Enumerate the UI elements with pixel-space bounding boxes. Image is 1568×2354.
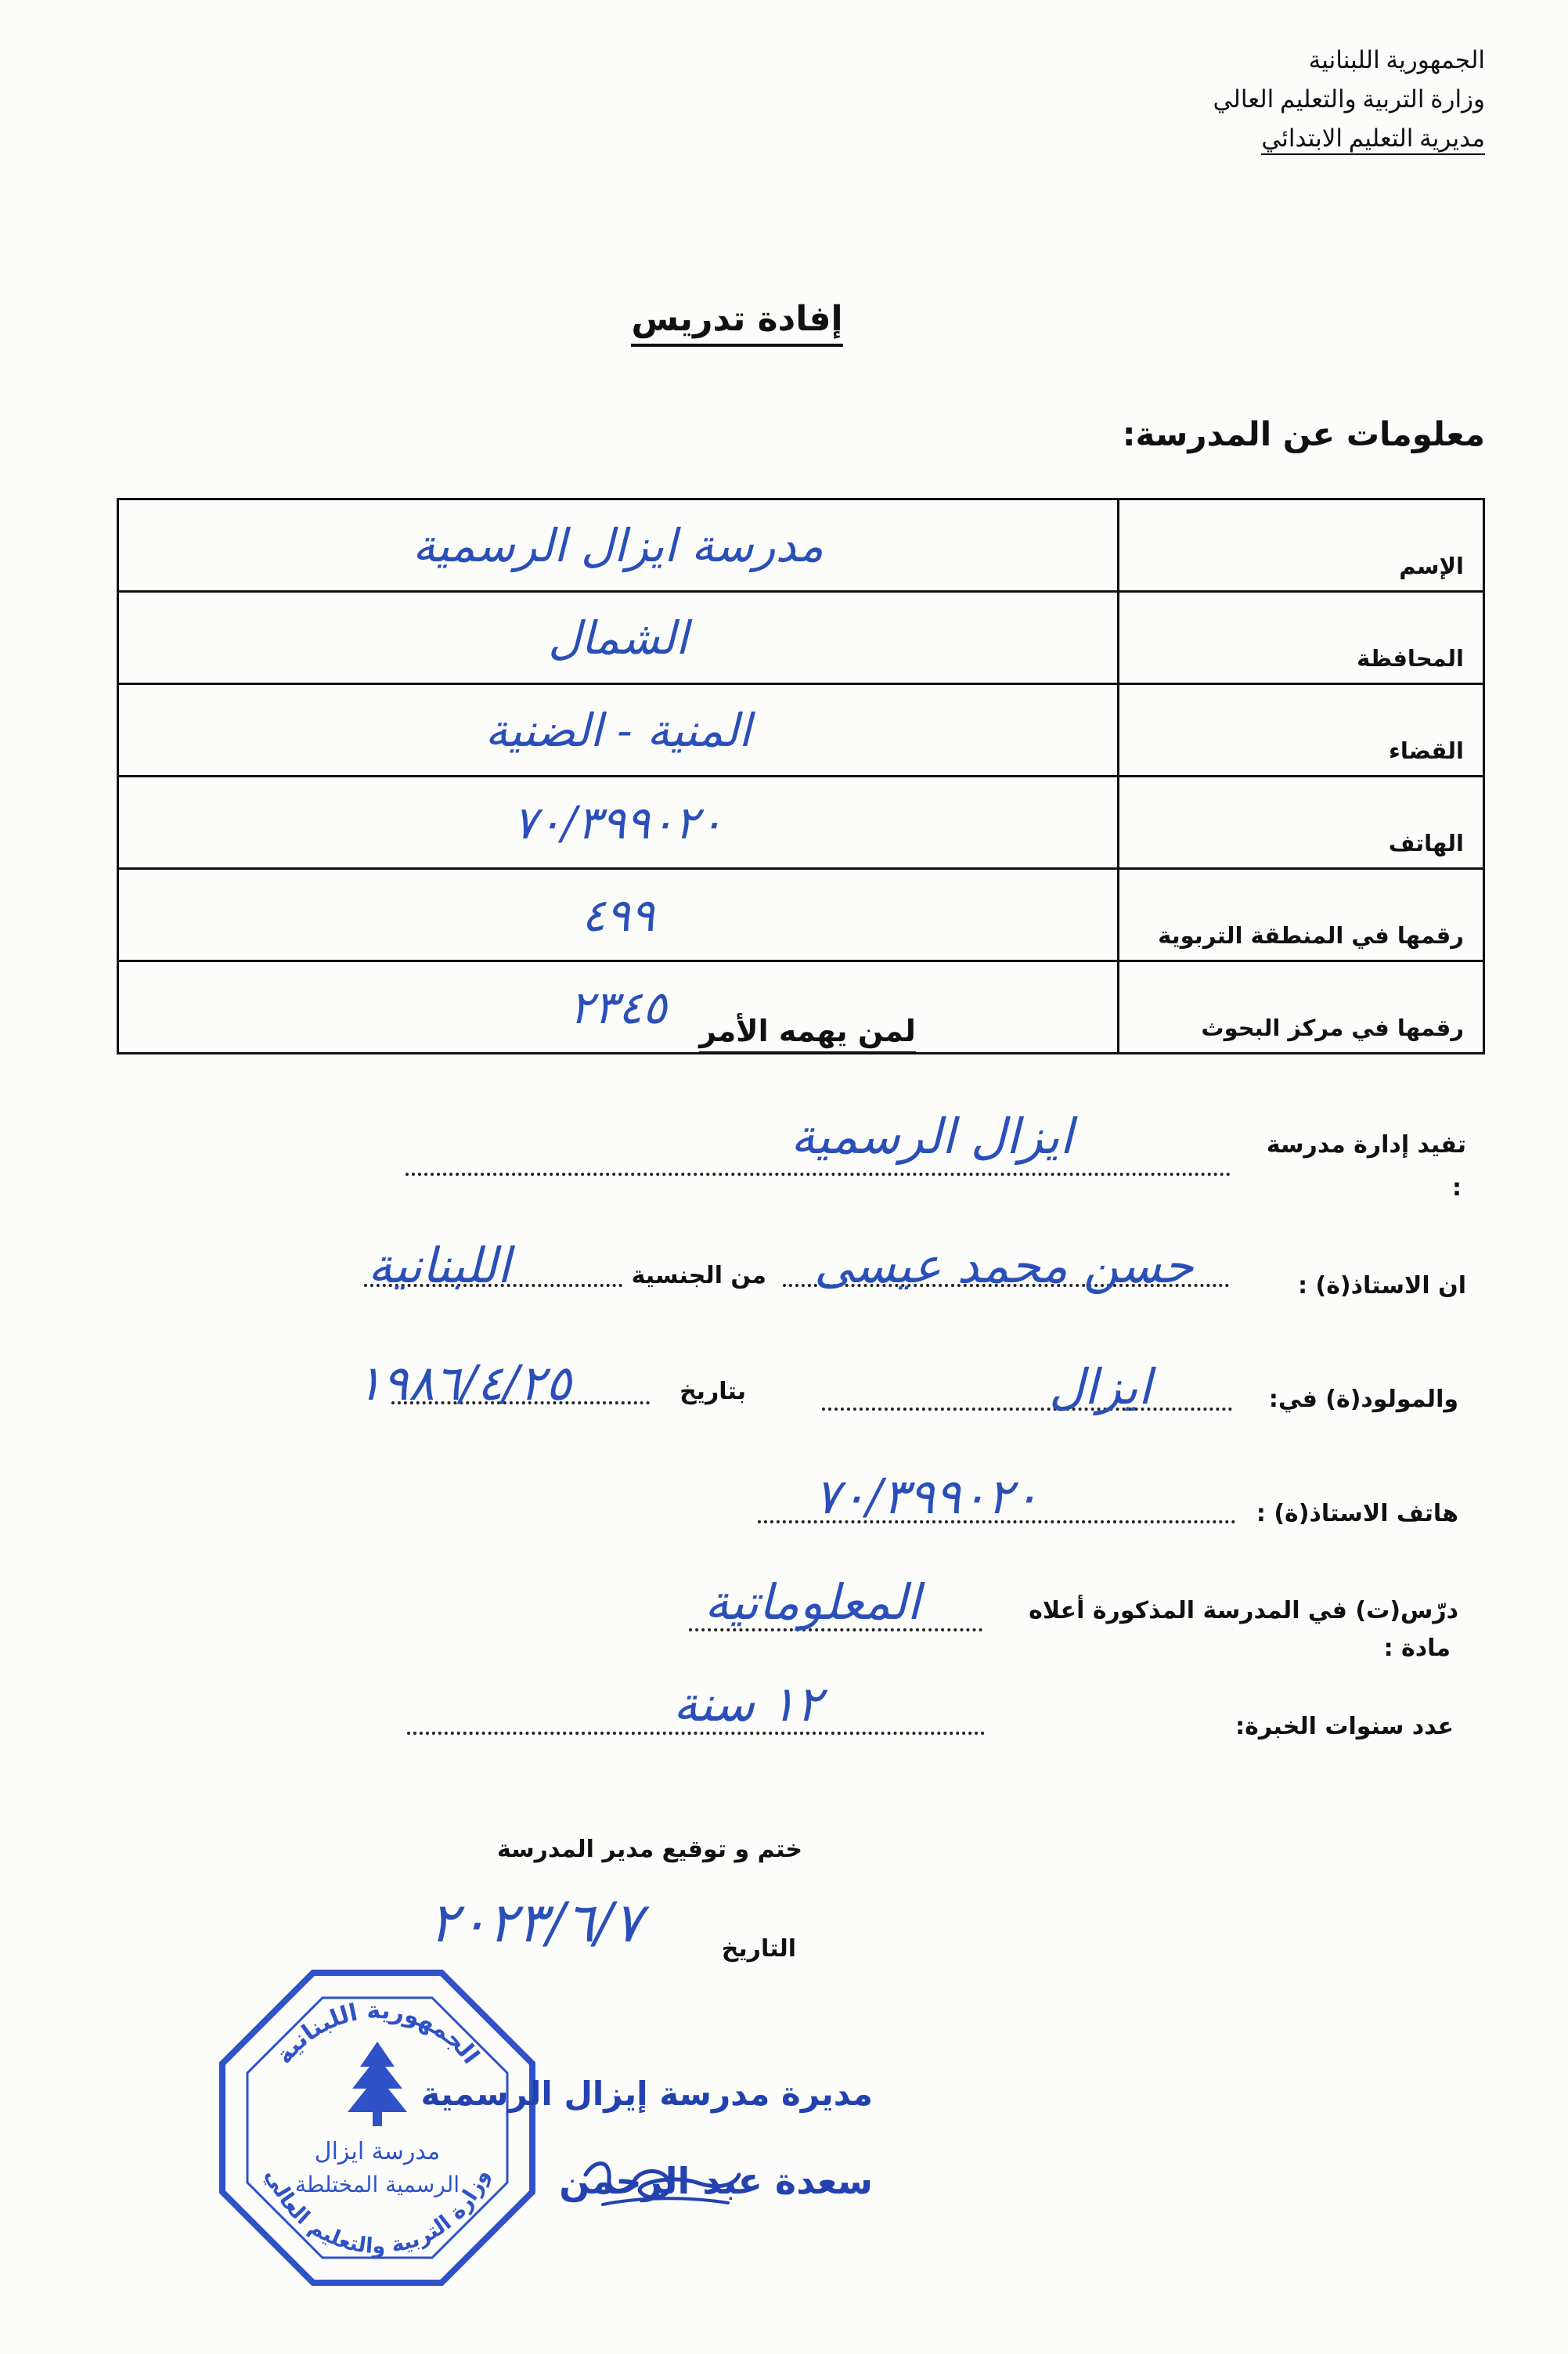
header-directorate: مديرية التعليم الابتدائي bbox=[1261, 124, 1485, 155]
row-label: الهاتف bbox=[1119, 777, 1484, 869]
table-row bbox=[118, 869, 1484, 961]
admin-label: تفيد إدارة مدرسة bbox=[1266, 1131, 1466, 1159]
row-label: المحافظة bbox=[1119, 592, 1484, 684]
table-row bbox=[118, 684, 1484, 777]
subject-value: المعلوماتية bbox=[705, 1574, 921, 1631]
document-title: إفادة تدريس bbox=[631, 299, 842, 347]
admin-colon: : bbox=[1452, 1174, 1462, 1202]
table-row bbox=[118, 499, 1484, 592]
row-label: الإسم bbox=[1119, 499, 1484, 592]
school-info-table bbox=[117, 498, 1485, 1054]
stamp-signature-label: ختم و توقيع مدير المدرسة bbox=[496, 1836, 802, 1863]
row-value: ٤٩٩ bbox=[118, 869, 1119, 961]
row-label: رقمها في مركز البحوث bbox=[1119, 961, 1484, 1054]
subject-label: مادة : bbox=[1383, 1635, 1451, 1662]
admin-value: ايزال الرسمية bbox=[791, 1108, 1073, 1165]
row-value: المنية - الضنية bbox=[118, 684, 1119, 777]
row-label: رقمها في المنطقة التربوية bbox=[1119, 869, 1484, 961]
row-value: ٧٠/٣٩٩٠٢٠ bbox=[118, 777, 1119, 869]
to-whom-title: لمن يهمه الأمر bbox=[699, 1014, 916, 1054]
header-republic: الجمهورية اللبنانية bbox=[1308, 46, 1485, 74]
nationality-label: من الجنسية bbox=[631, 1262, 766, 1289]
row-value: الشمال bbox=[118, 592, 1119, 684]
director-title: مديرة مدرسة إيزال الرسمية bbox=[420, 2075, 873, 2113]
row-value: مدرسة ايزال الرسمية bbox=[118, 499, 1119, 592]
teacher-label: ان الاستاذ(ة) : bbox=[1298, 1272, 1466, 1300]
footer-date-value: ٢٠٢٣/٦/٧ bbox=[429, 1891, 643, 1955]
born-label: والمولود(ة) في: bbox=[1268, 1386, 1458, 1413]
to-whom-row bbox=[0, 1014, 1568, 1048]
date-label: بتاريخ bbox=[679, 1378, 746, 1405]
footer-date-label: التاريخ bbox=[721, 1935, 796, 1963]
stamp-center-line2: الرسمية المختلطة bbox=[294, 2172, 460, 2197]
born-place: ايزال bbox=[1049, 1358, 1152, 1415]
director-signature bbox=[579, 2151, 744, 2222]
cedar-icon bbox=[348, 2042, 407, 2126]
taught-label: درّس(ت) في المدرسة المذكورة أعلاه bbox=[1029, 1597, 1458, 1624]
born-date: ١٩٨٦/٤/٢٥ bbox=[356, 1354, 571, 1411]
header-ministry: وزارة التربية والتعليم العالي bbox=[1213, 85, 1485, 113]
nationality-value: اللبنانية bbox=[368, 1237, 511, 1294]
row-value: ٢٣٤٥ bbox=[118, 961, 1119, 1054]
table-row bbox=[118, 592, 1484, 684]
phone-value: ٧٠/٣٩٩٠٢٠ bbox=[814, 1468, 1040, 1525]
born-place-dotted-line bbox=[822, 1408, 1232, 1411]
stamp-center-line1: مدرسة ايزال bbox=[314, 2138, 441, 2165]
ministry-header bbox=[1213, 41, 1485, 158]
years-value: ١٢ سنة bbox=[673, 1675, 823, 1732]
stamp-arc-bottom: وزارة التربية والتعليم العالي bbox=[260, 2165, 494, 2259]
school-section-title: معلومات عن المدرسة: bbox=[1122, 415, 1485, 453]
stamp-arc-top: الجمهورية اللبنانية bbox=[270, 1996, 485, 2070]
phone-label: هاتف الاستاذ(ة) : bbox=[1256, 1500, 1458, 1527]
row-label: القضاء bbox=[1119, 684, 1484, 777]
director-name: سعدة عبد الرحمن bbox=[559, 2160, 873, 2202]
table-row bbox=[118, 777, 1484, 869]
admin-dotted-line bbox=[406, 1173, 1231, 1176]
document-title-row bbox=[0, 299, 1568, 339]
years-label: عدد سنوات الخبرة: bbox=[1235, 1713, 1454, 1740]
teacher-value: حسن محمد عيسى bbox=[814, 1237, 1194, 1294]
